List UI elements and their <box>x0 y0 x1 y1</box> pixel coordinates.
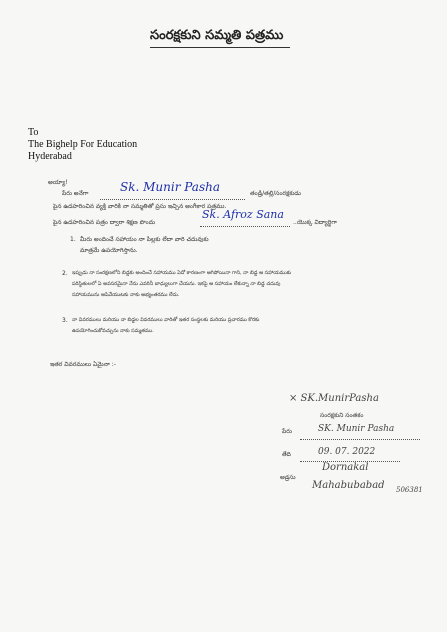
address-to: To <box>28 127 39 138</box>
point-2-line2: పరిస్థితులలో ఏ అవసరమైనా నేను ఎవరినీ బాధ్యులుగా చేయను. ఇకపై ఆ సహాయం లేకున్నా నా బిడ్డ చదువు <box>72 281 281 287</box>
address-label: అడ్రసు <box>280 474 296 481</box>
point-2-line3: సహాయమును ఆపివేయుటకు నాకు అభ్యంతరము లేదు. <box>72 292 180 298</box>
other-details-label: ఇతర వివరములు ఏమైనా :- <box>50 361 116 368</box>
guardian-name-line <box>100 199 245 200</box>
date-value: 09. 07. 2022 <box>318 447 376 457</box>
guardian-signature: × SK.MunirPasha <box>289 393 379 404</box>
point-3-number: 3. <box>62 317 68 324</box>
point-1-line1: మీరు అందించే సహాయం నా పిల్లకు లేదా వారి చదువుకు <box>80 236 209 243</box>
intro-line3-prefix: పైన ఉదహరించిన పత్రం ద్వారా శిక్షణ పొందు <box>53 219 156 226</box>
point-3-line2: ఉపయోగించుకోవచ్చును నాకు సమ్మతము. <box>72 328 154 334</box>
name-value: SK. Munir Pasha <box>318 424 395 434</box>
point-2-number: 2. <box>62 270 68 277</box>
document-title: సంరక్షకుని సమ్మతి పత్రము <box>150 28 284 43</box>
address-line1: Dornakal <box>322 462 369 473</box>
point-3-line1: నా వివరములు మరియు నా బిడ్డల వివరములు వారితో ఇతర సంస్థలకు మరియు ప్రచారము కొరకు <box>72 317 260 323</box>
address-pin: 506381 <box>396 486 423 494</box>
name-label: పేరు <box>282 428 292 435</box>
date-label: తేది <box>282 451 291 458</box>
point-1-number: 1. <box>70 236 76 243</box>
guardian-name-handwritten: Sk. Munir Pasha <box>120 180 220 194</box>
title-underline <box>150 47 290 48</box>
name-line <box>300 439 420 440</box>
intro-line1-prefix: పేరు అనేగా <box>62 190 89 197</box>
salutation: అయ్యా! <box>48 179 68 186</box>
intro-line1-suffix: తండ్రి/తల్లి/సంరక్షకుడు <box>250 190 301 197</box>
signature-caption: సంరక్షకుని సంతకం <box>320 412 364 419</box>
student-name-line <box>200 226 290 227</box>
point-2-line1: ఇప్పుడు నా సంరక్షణలోని బిడ్డకు అందించే సహాయము ఏదో కారణంగా ఆగిపోయినా గాని, నా బిడ్డ ఆ సహాయముకు <box>72 270 292 276</box>
intro-line3-suffix: ..యొక్క విద్యార్థిగా <box>293 219 337 226</box>
address-city: Hyderabad <box>28 151 72 162</box>
address-line2: Mahabubabad <box>312 480 385 491</box>
student-name-handwritten: Sk. Afroz Sana <box>202 208 284 221</box>
address-org: The Bighelp For Education <box>28 139 138 150</box>
intro-line2: పైన ఉదహరించిన వ్యక్తి వారికి నా సమ్మతితో ప్రసు ఇచ్చిన అంగీకార పత్రము. <box>53 203 227 210</box>
point-1-line2: మాత్రమే ఉపయోగిస్తాను. <box>80 247 138 254</box>
